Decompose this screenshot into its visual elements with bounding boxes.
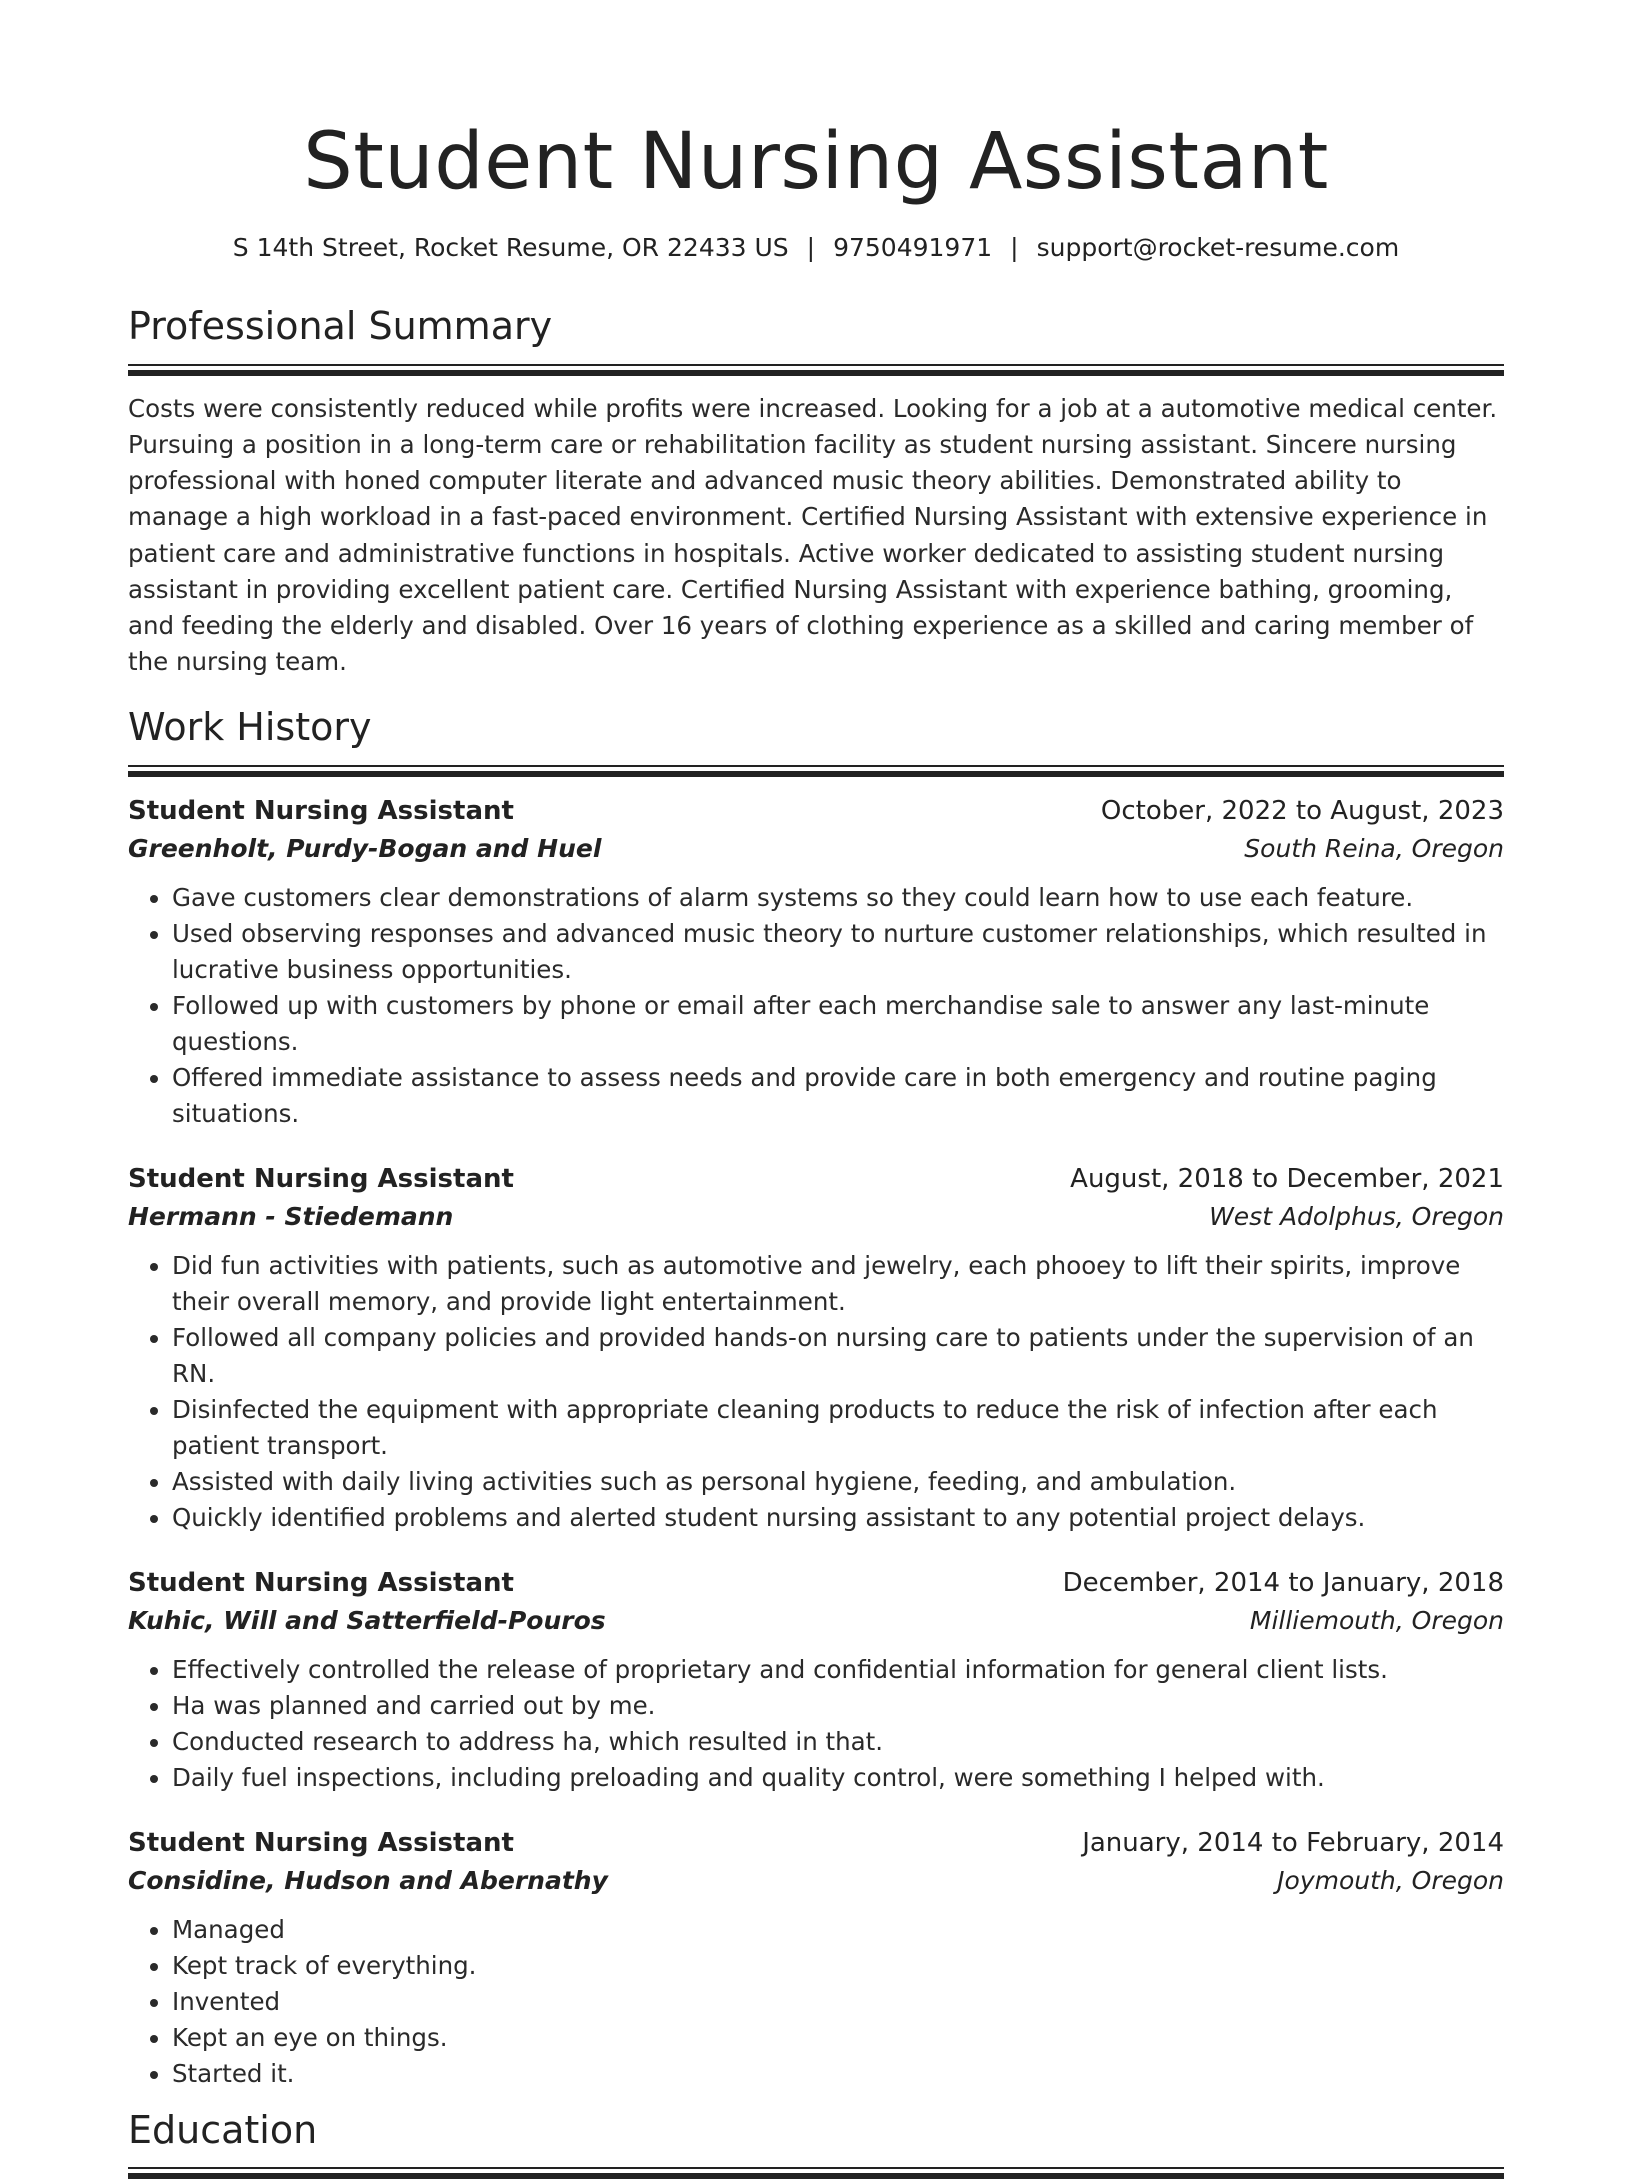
job-dates: December, 2014 to January, 2018: [1062, 1567, 1504, 1598]
job-bullet: • Invented: [172, 1984, 1504, 2020]
job-bullet: • Ha was planned and carried out by me.: [172, 1688, 1504, 1724]
job-company: Hermann - Stiedemann: [128, 1201, 454, 1231]
section-divider: [128, 364, 1504, 375]
job-bullet: • Disinfected the equipment with appropriate cleaning products to reduce the risk of infection after each patient transport.: [172, 1392, 1504, 1464]
job-bullets: [128, 1248, 1504, 1536]
contact-address: S 14th Street, Rocket Resume, OR 22433 US: [232, 232, 789, 262]
job-bullets: [128, 1912, 1504, 2092]
summary-text: Costs were consistently reduced while profits were increased. Looking for a job at a automotive medical center. Pursuing a position in a long-term care or rehabilitation facility as student nursing assistant. Sincere nursing professional with honed computer literate and advanced music theory abilities. Demonstrated ability to manage a high workload in a fast-paced environment. Certified Nursing Assistant with extensive experience in patient care and administrative functions in hospitals. Active worker dedicated to assisting student nursing assistant in providing excellent patient care. Certified Nursing Assistant with experience bathing, grooming, and feeding the elderly and disabled. Over 16 years of clothing experience as a skilled and caring member of the nursing team.: [128, 393, 1498, 677]
job-bullet: • Started it.: [172, 2056, 1504, 2092]
job-location: West Adolphus, Oregon: [1209, 1201, 1504, 1231]
contact-separator: |: [806, 232, 816, 262]
job-bullet: • Followed all company policies and provided hands-on nursing care to patients under the supervision of an RN.: [172, 1320, 1504, 1392]
professional-summary-section: [128, 304, 1504, 680]
job-bullet: • Managed: [172, 1912, 1504, 1948]
section-title-education: Education: [128, 2107, 318, 2152]
job-entry: [128, 1564, 1504, 1796]
job-bullet: • Kept an eye on things.: [172, 2020, 1504, 2056]
job-bullet: • Did fun activities with patients, such as automotive and jewelry, each phooey to lift their spirits, improve their overall memory, and provide light entertainment.: [172, 1248, 1504, 1320]
section-divider: [128, 765, 1504, 776]
job-bullet: • Quickly identified problems and alerted student nursing assistant to any potential project delays.: [172, 1500, 1504, 1536]
job-bullet: • Assisted with daily living activities such as personal hygiene, feeding, and ambulation.: [172, 1464, 1504, 1500]
job-title: Student Nursing Assistant: [128, 795, 514, 826]
job-bullet: • Conducted research to address ha, which resulted in that.: [172, 1724, 1504, 1760]
job-entry: [128, 792, 1504, 1132]
section-divider: [128, 2167, 1504, 2178]
education-section: [128, 2108, 1504, 2179]
job-bullets: [128, 1652, 1504, 1796]
job-dates: January, 2014 to February, 2014: [1082, 1827, 1504, 1858]
job-dates: August, 2018 to December, 2021: [1070, 1163, 1504, 1194]
section-title-work: Work History: [128, 704, 372, 749]
job-location: Milliemouth, Oregon: [1249, 1605, 1504, 1635]
job-title: Student Nursing Assistant: [128, 1827, 514, 1858]
contact-line: [128, 232, 1504, 265]
job-bullets: [128, 880, 1504, 1132]
job-company: Greenholt, Purdy-Bogan and Huel: [128, 833, 602, 863]
job-company: Considine, Hudson and Abernathy: [128, 1865, 608, 1895]
job-entry: [128, 1160, 1504, 1536]
job-dates: October, 2022 to August, 2023: [1100, 795, 1504, 826]
job-bullet: • Offered immediate assistance to assess needs and provide care in both emergency and routine paging situations.: [172, 1060, 1504, 1132]
contact-separator: |: [1010, 232, 1019, 262]
job-bullet: • Effectively controlled the release of proprietary and confidential information for general client lists.: [172, 1652, 1504, 1688]
job-location: South Reina, Oregon: [1244, 833, 1504, 863]
contact-phone: 9750491971: [833, 232, 993, 262]
resume-name: Student Nursing Assistant: [303, 117, 1329, 207]
job-bullet: • Kept track of everything.: [172, 1948, 1504, 1984]
job-location: Joymouth, Oregon: [1277, 1865, 1504, 1895]
work-history-section: [128, 705, 1504, 2092]
job-bullet: • Daily fuel inspections, including preloading and quality control, were something I helped with.: [172, 1760, 1504, 1796]
job-bullet: • Followed up with customers by phone or email after each merchandise sale to answer any last-minute questions.: [172, 988, 1504, 1060]
section-title-summary: Professional Summary: [128, 304, 553, 349]
contact-email: support@rocket-resume.com: [1036, 232, 1400, 262]
job-title: Student Nursing Assistant: [128, 1567, 514, 1598]
job-entry: [128, 1824, 1504, 2092]
job-title: Student Nursing Assistant: [128, 1163, 514, 1194]
resume-page: [128, 0, 1504, 2178]
job-bullet: • Used observing responses and advanced music theory to nurture customer relationships, which resulted in lucrative business opportunities.: [172, 916, 1504, 988]
job-bullet: • Gave customers clear demonstrations of alarm systems so they could learn how to use each feature.: [172, 880, 1504, 916]
job-company: Kuhic, Will and Satterfield-Pouros: [128, 1605, 606, 1635]
